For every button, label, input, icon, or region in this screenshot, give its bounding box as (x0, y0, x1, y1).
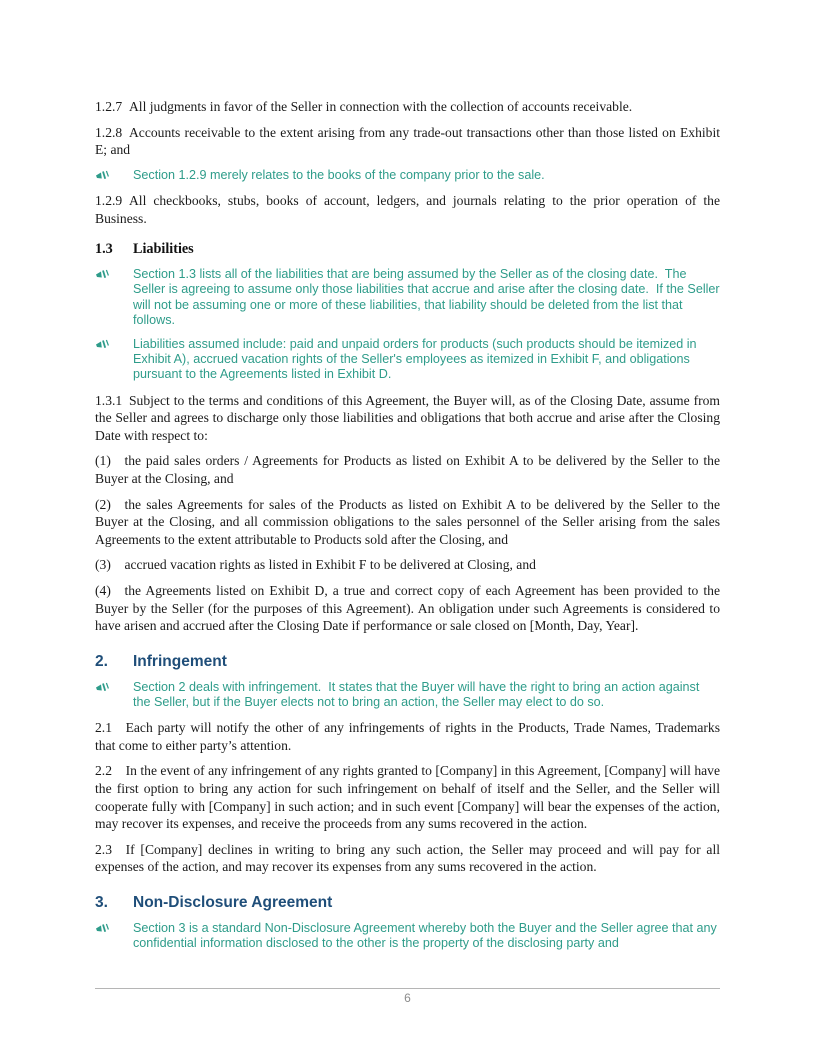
body-paragraph: 2.3 If [Company] declines in writing to bring any such action, the Seller may proceed and will pay for all expenses of the action, and may recover its expenses from any sums recovered in the action. (95, 841, 720, 875)
body-paragraph: (3) accrued vacation rights as listed in Exhibit F to be delivered at Closing, and (95, 557, 536, 573)
annotation-icon (95, 921, 133, 935)
section-heading (95, 240, 720, 258)
section-heading (95, 893, 720, 912)
annotation-icon (95, 337, 133, 351)
body-paragraph: (1) the paid sales orders / Agreements for Products as listed on Exhibit A to be delivered by the Seller to the Buyer at the Closing, and (95, 453, 720, 486)
body-paragraph: (2) the sales Agreements for sales of the Products as listed on Exhibit A to be delivered by the Seller to the Buyer at the Closing, and all commission obligations to the sales personnel of the Seller arising from the sales Agreements to the extent attributable to Products sold after the Closing, and (95, 496, 720, 547)
section-heading-title: Liabilities (133, 241, 194, 258)
drafting-note-text: Section 1.3 lists all of the liabilities that are being assumed by the Seller as of the closing date. The Seller is agreeing to assume only those liabilities that accrue and arise after the closing date. If the Seller will not be assuming one or more of these liabilities, that liability should be deleted from the list that follows. (133, 267, 720, 327)
drafting-note (95, 168, 720, 183)
annotation-icon (95, 680, 133, 694)
drafting-note-text: Section 3 is a standard Non-Disclosure Agreement whereby both the Buyer and the Seller agree that any confidential information disclosed to the other is the property of the disclosing party and (133, 920, 717, 951)
document-content (95, 90, 720, 960)
section-heading-number: 2. (95, 652, 108, 670)
body-paragraph: (4) the Agreements listed on Exhibit D, a true and correct copy of each Agreement has been provided to the Buyer by the Seller (for the purposes of this Agreement). An obligation under such Agreements is considered to have arisen and accrued after the Closing Date if performance or sale closed on [Month, Day, Year]. (95, 582, 720, 634)
annotation-icon (95, 168, 133, 182)
page-footer (95, 988, 720, 1005)
drafting-note (95, 337, 720, 383)
drafting-note (95, 921, 720, 951)
body-paragraph: 1.2.9 All checkbooks, stubs, books of account, ledgers, and journals relating to the prior operation of the Business. (95, 192, 720, 226)
body-paragraph: 2.2 In the event of any infringement of any rights granted to [Company] in this Agreement, [Company] will have the first option to bring any action for such infringement on behalf of itself and the Seller, and the Seller will cooperate fully with [Company] in such action; and in such event [Company] will bear the expenses of the action, may recover its expenses, and receive the proceeds from any sums recovered in the action. (95, 763, 720, 832)
drafting-note (95, 680, 720, 710)
annotation-icon (95, 267, 133, 281)
section-heading (95, 652, 720, 671)
body-paragraph: 1.3.1 Subject to the terms and conditions of this Agreement, the Buyer will, as of the Closing Date, assume from the Seller and agrees to discharge only those liabilities and obligations that both accrue and arise after the Closing Date with respect to: (95, 392, 720, 443)
body-paragraph: 1.2.7 All judgments in favor of the Seller in connection with the collection of accounts receivable. (95, 99, 633, 114)
drafting-note (95, 267, 720, 328)
drafting-note-text: Liabilities assumed include: paid and unpaid orders for products (such products should be itemized in Exhibit A), accrued vacation rights of the Seller's employees as itemized in Exhibit F, and obligations pursuant to the Agreements listed in Exhibit D. (133, 336, 697, 382)
drafting-note-text: Section 2 deals with infringement. It states that the Buyer will have the right to bring an action against the Seller, but if the Buyer elects not to bring an action, the Seller may elect to do so. (133, 679, 700, 709)
section-heading-title: Infringement (133, 652, 227, 670)
section-heading-number: 3. (95, 893, 108, 911)
body-paragraph: 1.2.8 Accounts receivable to the extent arising from any trade-out transactions other than those listed on Exhibit E; and (95, 124, 720, 158)
section-heading-title: Non-Disclosure Agreement (133, 893, 333, 911)
section-heading-number: 1.3 (95, 241, 113, 258)
footer-divider (95, 988, 720, 989)
drafting-note-text: Section 1.2.9 merely relates to the books of the company prior to the sale. (133, 167, 545, 182)
body-paragraph: 2.1 Each party will notify the other of any infringements of rights in the Products, Trade Names, Trademarks that come to either party’s attention. (95, 720, 720, 753)
page-number: 6 (404, 991, 411, 1005)
